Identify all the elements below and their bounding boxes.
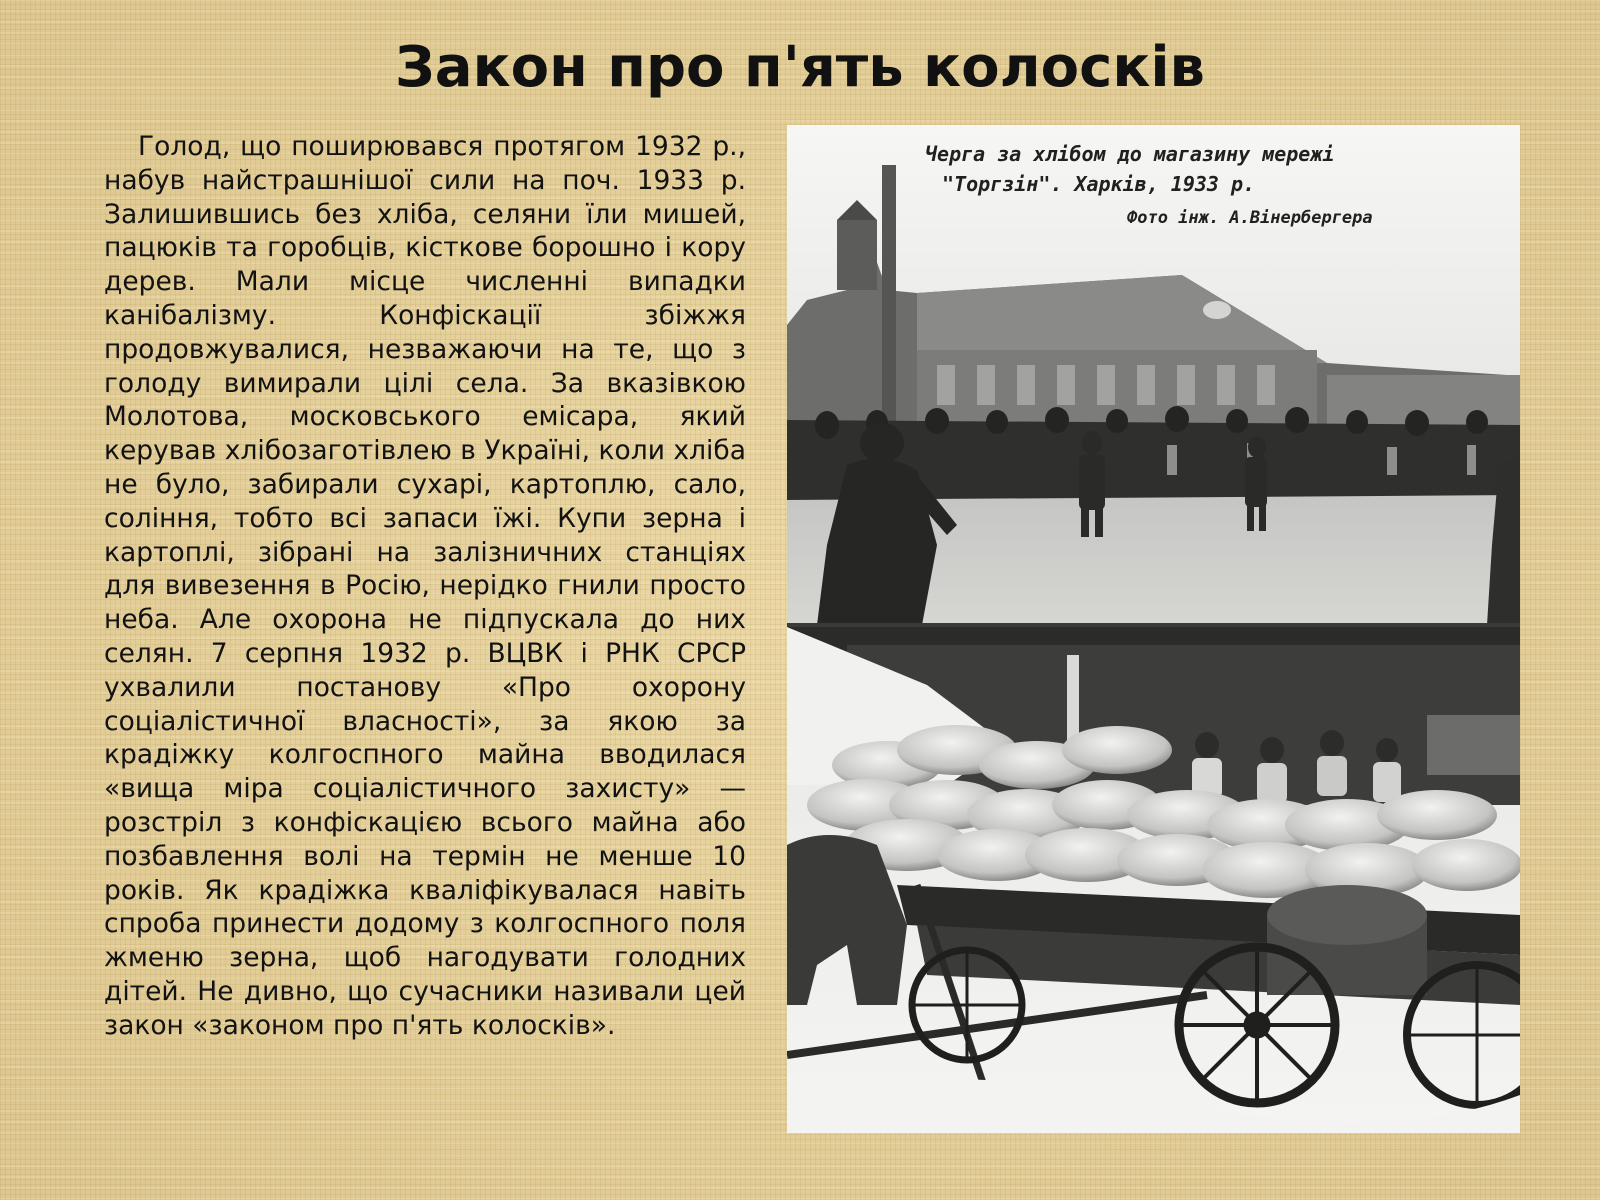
photo-caption-line2: "Торгзін". Харків, 1933 р.	[942, 172, 1256, 196]
photo-grain-carts	[787, 627, 1520, 1133]
photo-caption-credit: Фото інж. А.Вінербергера	[1127, 208, 1373, 228]
photo-bread-queue	[787, 125, 1520, 625]
slide-title: Закон про п'ять колосків	[395, 35, 1205, 100]
photo-collage	[787, 125, 1520, 1133]
photo-divider	[787, 623, 1520, 627]
photo-caption-line1: Черга за хлібом до магазину мережі	[925, 142, 1335, 166]
body-text: Голод, що поширювався протягом 1932 р., набув найстрашнішої сили на поч. 1933 р. Залишившись без хліба, селяни їли мишей, пацюків та горобців, кісткове борошно і кору дерев. Мали місце численні випадки канібалізму. Конфіскації збіжжя продовжувалися, незважаючи на те, що з голоду вимирали цілі села. За вказівкою Молотова, московського емісара, який керував хлібозаготівлею в Україні, коли хліба не було, забирали сухарі, картоплю, сало, соління, тобто всі запаси їжі. Купи зерна і картоплі, зібрані на залізничних станціях для вивезення в Росію, нерідко гнили просто неба. Але охорона не підпускала до них селян. 7 серпня 1932 р. ВЦВК і РНК СРСР ухвалили постанову «Про охорону соціалістичної власності», за якою за крадіжку колгоспного майна вводилася «вища міра соціалістичного захисту» — розстріл з конфіскацією всього майна або позбавлення волі на термін не менше 10 років. Як крадіжка кваліфікувалася навіть спроба принести додому з колгоспного поля жменю зерна, щоб нагодувати голодних дітей. Не дивно, що сучасники називали цей закон «законом про п'ять колосків».	[104, 131, 746, 1041]
